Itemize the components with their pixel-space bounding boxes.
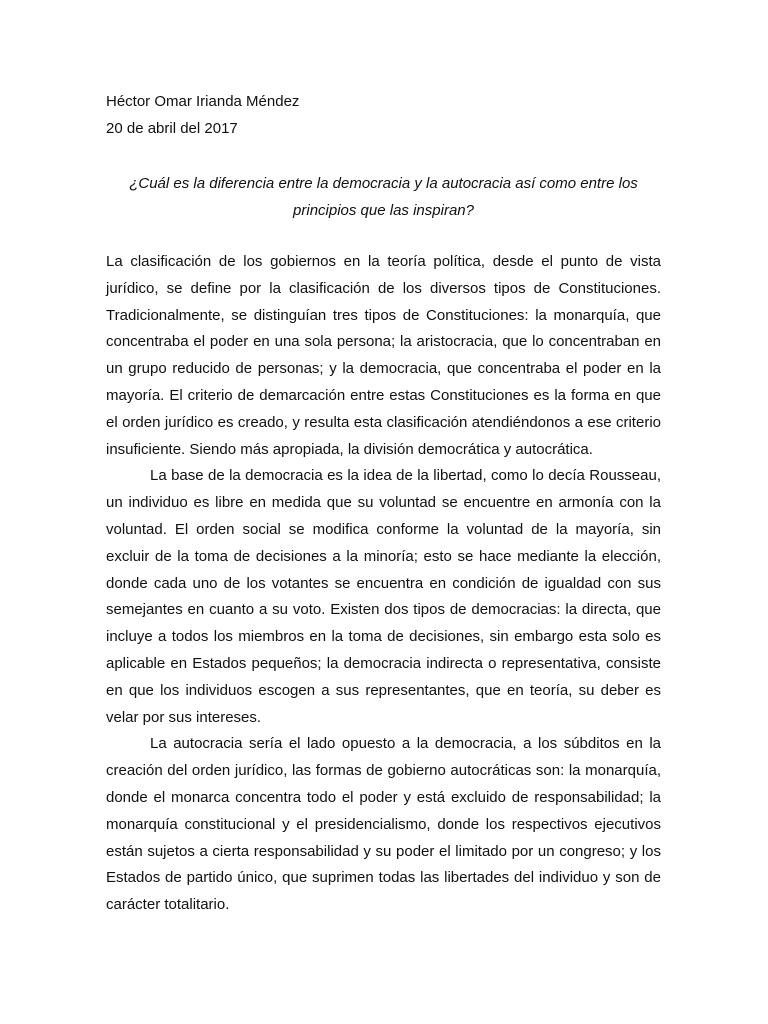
body-paragraph-1: La clasificación de los gobiernos en la teoría política, desde el punto de vista jurídico, se define por la clasificación de los diversos tipos de Constituciones. Tradicionalmente, se distinguían tres tipos de Constituciones: la monarquía, que concentraba el poder en una sola persona; la aristocracia, que lo concentraban en un grupo reducido de personas; y la democracia, que concentraba el poder en la mayoría. El criterio de demarcación entre estas Constituciones es la forma en que el orden jurídico es creado, y resulta esta clasificación atendiéndonos a ese criterio insuficiente. Siendo más apropiada, la división democrática y autocrática. [106,253,661,458]
body-paragraph-3: La autocracia sería el lado opuesto a la democracia, a los súbditos en la creación del orden jurídico, las formas de gobierno autocráticas son: la monarquía, donde el monarca concentra todo el poder y está excluido de responsabilidad; la monarquía constitucional y el presidencialismo, donde los respectivos ejecutivos están sujetos a cierta responsabilidad y su poder el limitado por un congreso; y los Estados de partido único, que suprimen todas las libertades del individuo y son de carácter totalitario. [106,735,661,914]
essay-question: ¿Cuál es la diferencia entre la democracia y la autocracia así como entre los principios que las inspiran? [129,175,638,219]
document-date: 20 de abril del 2017 [106,120,238,137]
document-page [106,88,661,919]
author-name: Héctor Omar Irianda Méndez [106,93,300,110]
body-paragraph-2: La base de la democracia es la idea de la libertad, como lo decía Rousseau, un individuo es libre en medida que su voluntad se encuentre en armonía con la voluntad. El orden social se modifica conforme la voluntad de la mayoría, sin excluir de la toma de decisiones a la minoría; esto se hace mediante la elección, donde cada uno de los votantes se encuentra en condición de igualdad con sus semejantes en cuanto a su voto. Existen dos tipos de democracias: la directa, que incluye a todos los miembros en la toma de decisiones, sin embargo esta solo es aplicable en Estados pequeños; la democracia indirecta o representativa, consiste en que los individuos escogen a sus representantes, que en teoría, su deber es velar por sus intereses. [106,467,661,726]
